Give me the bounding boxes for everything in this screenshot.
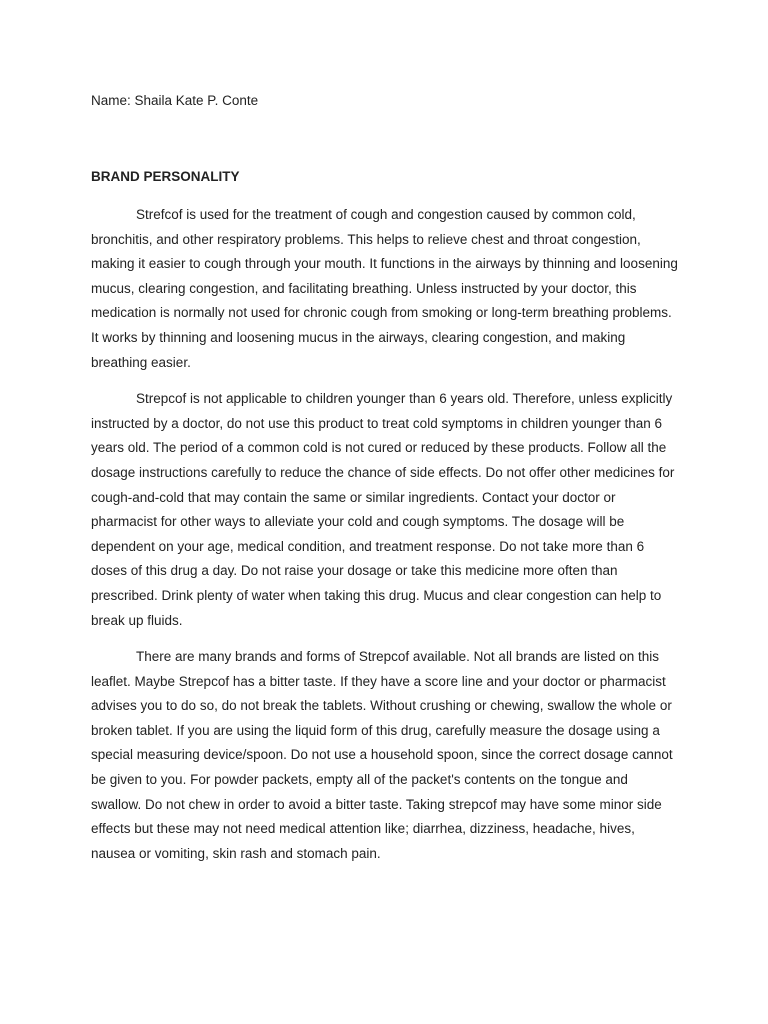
document-body bbox=[91, 203, 681, 878]
section-heading: BRAND PERSONALITY bbox=[91, 169, 240, 184]
paragraph-3: There are many brands and forms of Strepcof available. Not all brands are listed on this leaflet. Maybe Strepcof has a bitter taste. If they have a score line and your doctor or pharmacist advises you to do so, do not break the tablets. Without crushing or chewing, swallow the whole or broken tablet. If you are using the liquid form of this drug, carefully measure the dosage using a special measuring device/spoon. Do not use a household spoon, since the correct dosage cannot be given to you. For powder packets, empty all of the packet's contents on the tongue and swallow. Do not chew in order to avoid a bitter taste. Taking strepcof may have some minor side effects but these may not need medical attention like; diarrhea, dizziness, headache, hives, nausea or vomiting, skin rash and stomach pain. bbox=[91, 649, 673, 861]
author-name: Name: Shaila Kate P. Conte bbox=[91, 93, 259, 108]
paragraph-2: Strepcof is not applicable to children younger than 6 years old. Therefore, unless explicitly instructed by a doctor, do not use this product to treat cold symptoms in children younger than 6 years old. The period of a common cold is not cured or reduced by these products. Follow all the dosage instructions carefully to reduce the chance of side effects. Do not offer other medicines for cough-and-cold that may contain the same or similar ingredients. Contact your doctor or pharmacist for other ways to alleviate your cold and cough symptoms. The dosage will be dependent on your age, medical condition, and treatment response. Do not take more than 6 doses of this drug a day. Do not raise your dosage or take this medicine more often than prescribed. Drink plenty of water when taking this drug. Mucus and clear congestion can help to break up fluids. bbox=[91, 391, 675, 628]
paragraph-1: Strefcof is used for the treatment of cough and congestion caused by common cold, bronchitis, and other respiratory problems. This helps to relieve chest and throat congestion, making it easier to cough through your mouth. It functions in the airways by thinning and loosening mucus, clearing congestion, and facilitating breathing. Unless instructed by your doctor, this medication is normally not used for chronic cough from smoking or long-term breathing problems. It works by thinning and loosening mucus in the airways, clearing congestion, and making breathing easier. bbox=[91, 207, 678, 370]
